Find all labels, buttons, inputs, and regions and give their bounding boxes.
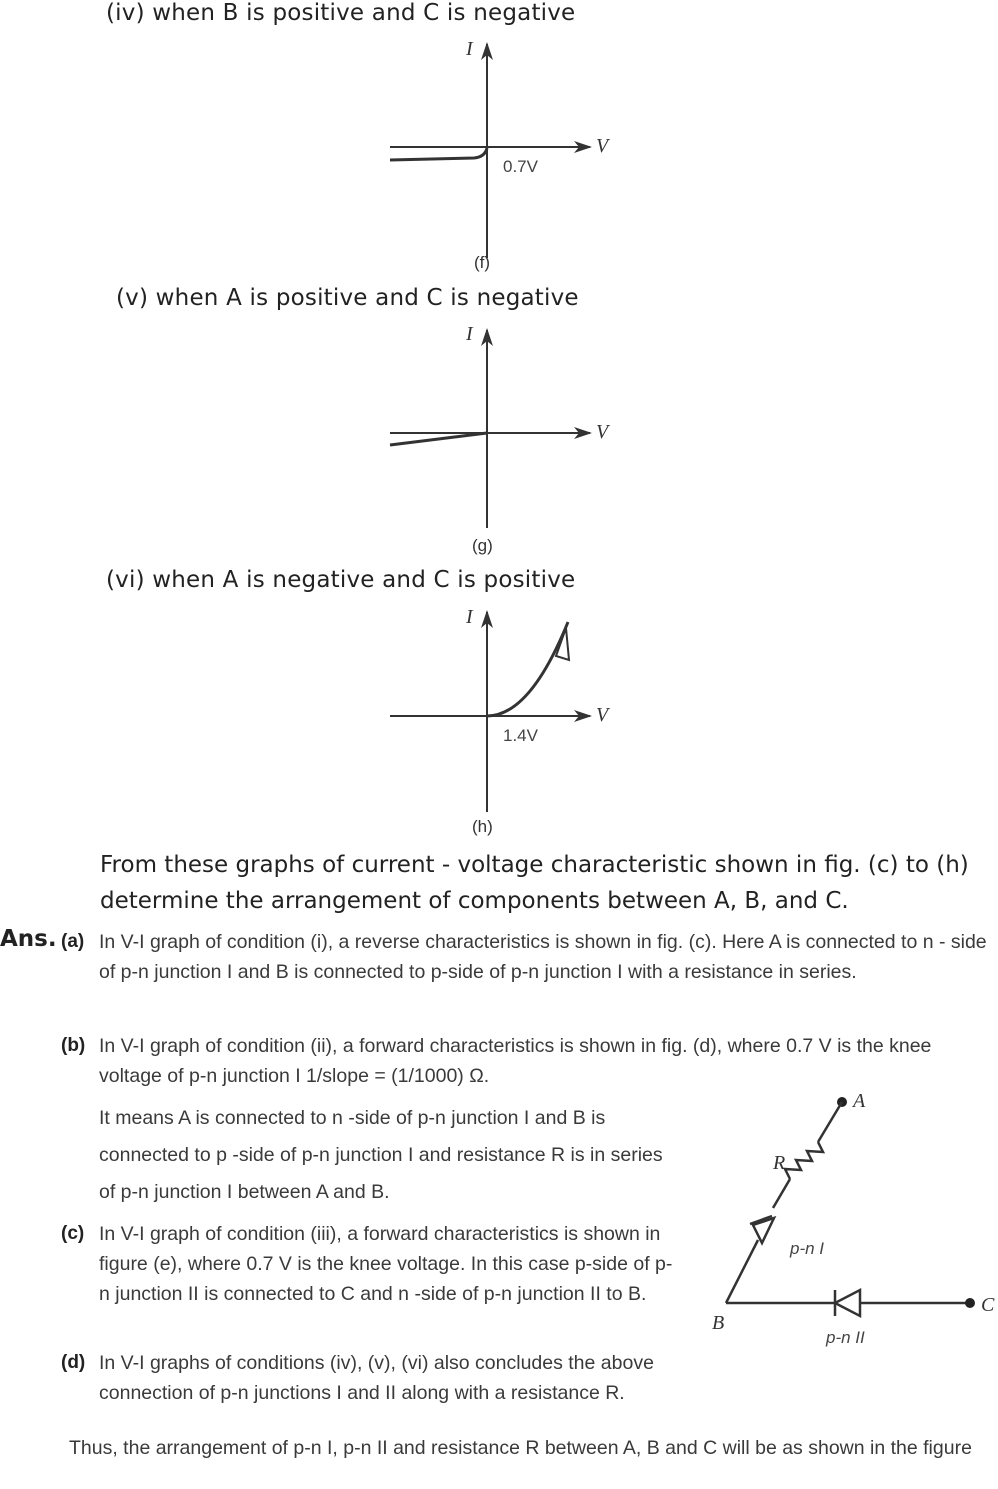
- answer-c-label: (c): [61, 1223, 85, 1244]
- answer-c-text: In V-I graph of condition (iii), a forward characteristics is shown in figure (e), where 0.7 V is the knee voltage. In this case p-side of p-n junction II is connected to C and n -side of p-n junction II to B.: [99, 1223, 673, 1305]
- wire-d1-b: [726, 1240, 758, 1303]
- graph-f-value: 0.7V: [503, 157, 538, 176]
- condition-v: (v) when A is positive and C is negative: [116, 285, 579, 311]
- graph-f: [390, 44, 590, 258]
- graph-h-x-label: V: [596, 704, 609, 726]
- graph-f-y-label: I: [466, 38, 473, 60]
- diode-2-triangle: [835, 1290, 860, 1316]
- answer-b-label: (b): [61, 1035, 86, 1056]
- graph-h: [390, 612, 590, 812]
- answer-a-text: In V-I graph of condition (i), a reverse characteristics is shown in fig. (c). Here A is connected to n - side of p-n junction I and B is connected to p-side of p-n junction I with a resistance in series.: [99, 931, 987, 983]
- circuit-diode-1-label: p-n I: [790, 1239, 825, 1258]
- circuit-resistor-label: R: [773, 1152, 786, 1174]
- graph-h-y-label: I: [466, 606, 473, 628]
- circuit-diagram: [726, 1097, 975, 1316]
- circuit-node-c: C: [981, 1294, 995, 1316]
- graph-h-curve: [487, 622, 568, 716]
- circuit-diode-2-label: p-n II: [826, 1328, 865, 1347]
- node-c-dot: [965, 1298, 975, 1308]
- resistor-zigzag: [785, 1142, 823, 1179]
- answer-d-label: (d): [61, 1352, 86, 1373]
- condition-vi: (vi) when A is negative and C is positive: [106, 567, 576, 593]
- graph-h-caption: (h): [472, 817, 493, 836]
- answer-b-text: In V-I graph of condition (ii), a forward characteristics is shown in fig. (d), where 0.7 V is the knee voltage of p-n junction I 1/slope = (1/1000) Ω.: [99, 1035, 932, 1087]
- answer-a-label: (a): [61, 931, 85, 952]
- wire-r-d1: [773, 1179, 790, 1208]
- graph-g-x-label: V: [596, 421, 609, 443]
- graph-f-curve: [390, 148, 487, 160]
- graph-f-x-label: V: [596, 135, 609, 157]
- condition-iv: (iv) when B is positive and C is negative: [106, 0, 576, 26]
- answer-b-text-2: It means A is connected to n -side of p-n junction I and B is connected to p -side of p-n junction I and resistance R is in series of p-n junction I between A and B.: [99, 1107, 663, 1203]
- wire-a-r: [818, 1102, 842, 1142]
- graph-g-caption: (g): [472, 536, 493, 555]
- graph-g-curve: [390, 433, 487, 445]
- graph-g: [390, 330, 590, 528]
- answer-heading: Ans.: [0, 926, 57, 952]
- circuit-node-a: A: [853, 1090, 866, 1112]
- question-text: From these graphs of current - voltage characteristic shown in fig. (c) to (h) determine the arrangement of components between A, B, and C.: [100, 852, 969, 914]
- graph-h-value: 1.4V: [503, 726, 538, 745]
- graph-g-y-label: I: [466, 323, 473, 345]
- answer-conclusion: Thus, the arrangement of p-n I, p-n II and resistance R between A, B and C will be as shown in the figure: [69, 1437, 972, 1459]
- circuit-node-b: B: [712, 1312, 725, 1334]
- graph-f-caption: (f): [474, 253, 491, 272]
- answer-d-text: In V-I graphs of conditions (iv), (v), (vi) also concludes the above connection of p-n junctions I and II along with a resistance R.: [99, 1352, 654, 1404]
